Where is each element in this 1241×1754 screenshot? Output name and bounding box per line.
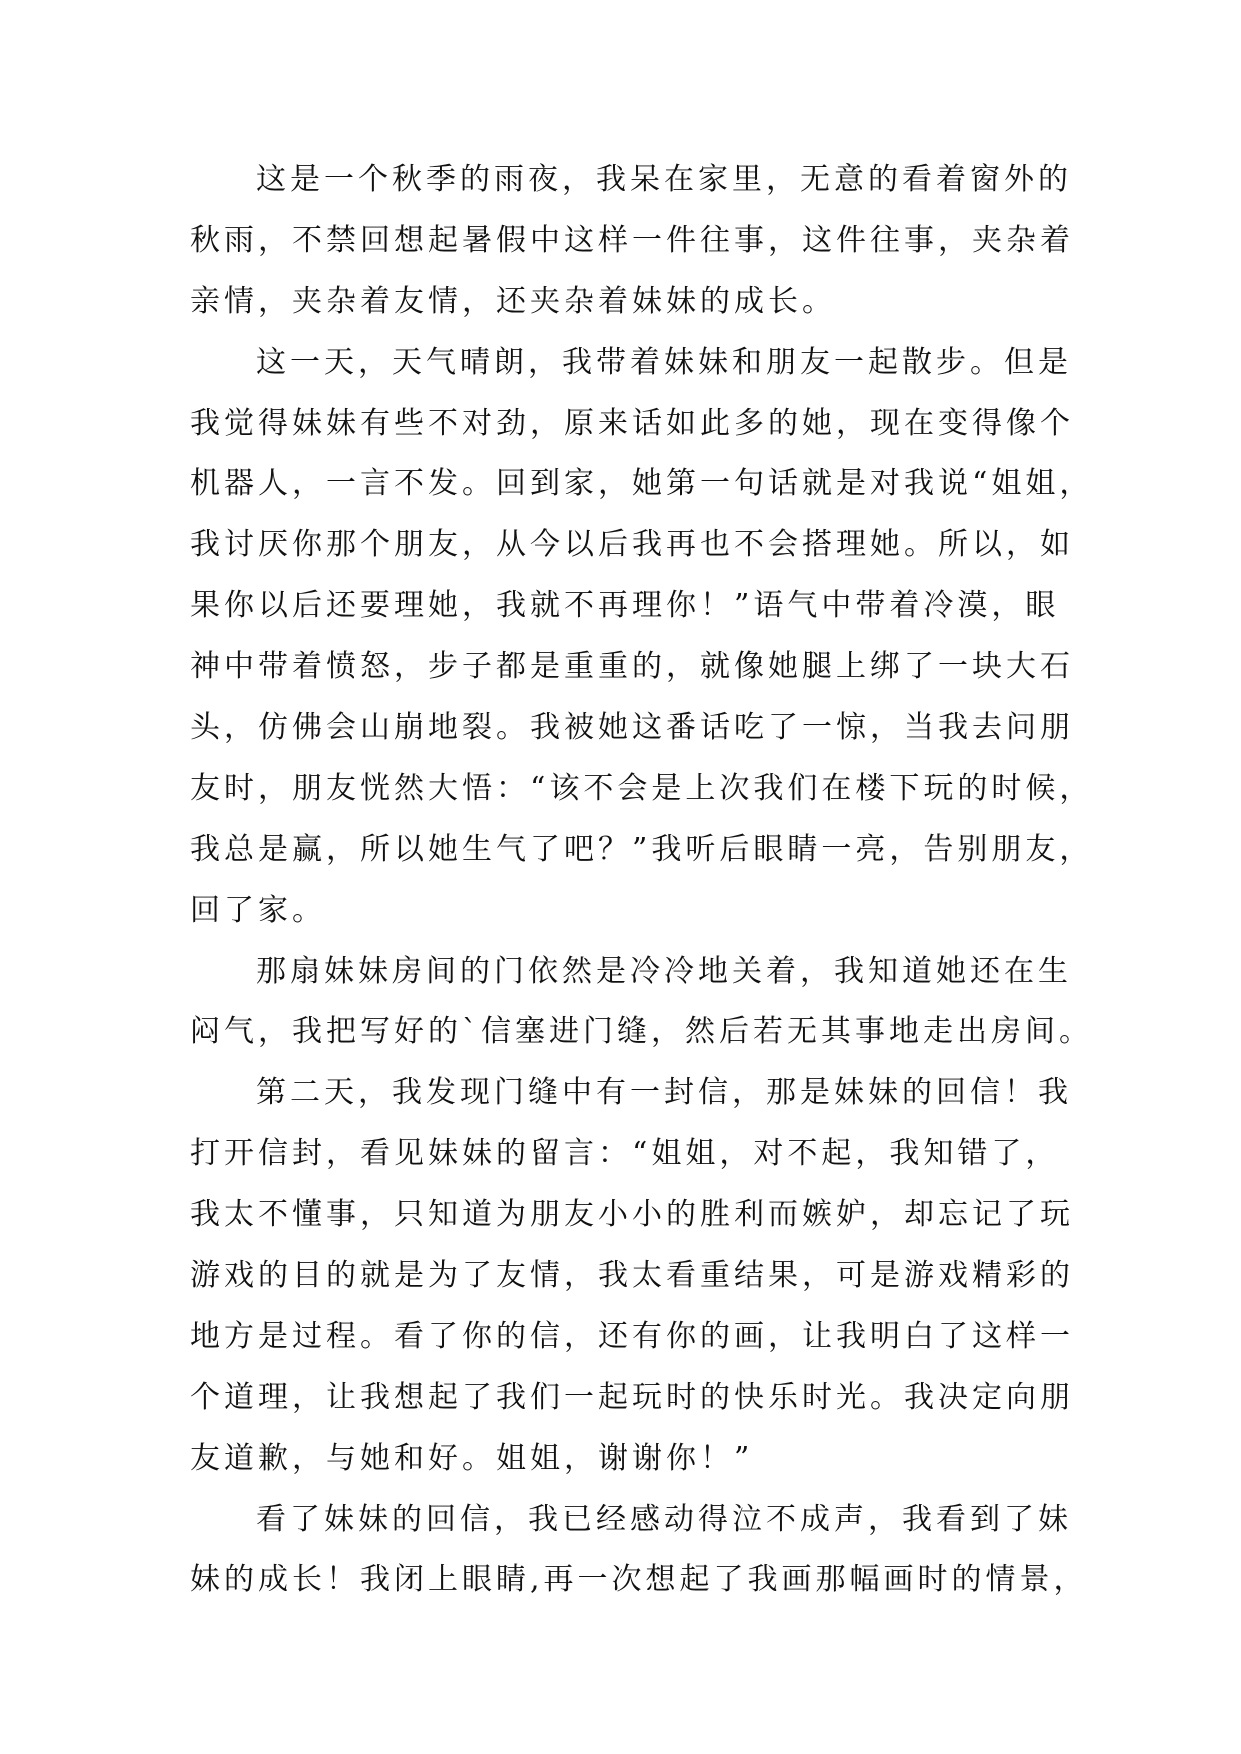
paragraph-4-line-1: 第二天，我发现门缝中有一封信，那是妹妹的回信！我 bbox=[256, 1075, 1072, 1111]
paragraph-2-line-2: 我觉得妹妹有些不对劲，原来话如此多的她，现在变得像个 bbox=[190, 405, 1074, 441]
paragraph-2-line-3: 机器人，一言不发。回到家，她第一句话就是对我说“姐姐， bbox=[190, 466, 1094, 502]
paragraph-1-line-2: 秋雨，不禁回想起暑假中这样一件往事，这件往事，夹杂着 bbox=[190, 222, 1074, 258]
paragraph-3-line-1: 那扇妹妹房间的门依然是冷冷地关着，我知道她还在生 bbox=[256, 953, 1072, 989]
paragraph-2-line-4: 我讨厌你那个朋友，从今以后我再也不会搭理她。所以，如 bbox=[190, 527, 1074, 563]
paragraph-2-line-7: 头，仿佛会山崩地裂。我被她这番话吃了一惊，当我去问朋 bbox=[190, 710, 1074, 746]
paragraph-1-line-3: 亲情，夹杂着友情，还夹杂着妹妹的成长。 bbox=[190, 283, 836, 319]
paragraph-4-line-7: 友道歉，与她和好。姐姐，谢谢你！” bbox=[190, 1440, 754, 1476]
paragraph-4-line-2: 打开信封，看见妹妹的留言：“姐姐，对不起，我知错了， bbox=[190, 1136, 1060, 1172]
paragraph-4-line-5: 地方是过程。看了你的信，还有你的画，让我明白了这样一 bbox=[190, 1318, 1074, 1354]
paragraph-4-line-4: 游戏的目的就是为了友情，我太看重结果，可是游戏精彩的 bbox=[190, 1258, 1074, 1294]
paragraph-2-line-8: 友时，朋友恍然大悟：“该不会是上次我们在楼下玩的时候， bbox=[190, 770, 1094, 806]
paragraph-2-line-1: 这一天，天气晴朗，我带着妹妹和朋友一起散步。但是 bbox=[256, 344, 1072, 380]
paragraph-2-line-9: 我总是赢，所以她生气了吧？”我听后眼睛一亮，告别朋友， bbox=[190, 831, 1094, 867]
paragraph-3-line-2: 闷气，我把写好的`信塞进门缝，然后若无其事地走出房间。 bbox=[190, 1014, 1093, 1050]
paragraph-2-line-6: 神中带着愤怒，步子都是重重的，就像她腿上绑了一块大石 bbox=[190, 649, 1074, 685]
paragraph-2-line-5: 果你以后还要理她，我就不再理你！”语气中带着冷漠，眼 bbox=[190, 588, 1060, 624]
paragraph-1-line-1: 这是一个秋季的雨夜，我呆在家里，无意的看着窗外的 bbox=[256, 162, 1072, 197]
paragraph-4-line-3: 我太不懂事，只知道为朋友小小的胜利而嫉妒，却忘记了玩 bbox=[190, 1197, 1074, 1233]
paragraph-5-line-2: 妹的成长！我闭上眼睛,再一次想起了我画那幅画时的情景， bbox=[190, 1562, 1088, 1598]
paragraph-4-line-6: 个道理，让我想起了我们一起玩时的快乐时光。我决定向朋 bbox=[190, 1379, 1074, 1415]
paragraph-5-line-1: 看了妹妹的回信，我已经感动得泣不成声，我看到了妹 bbox=[256, 1501, 1072, 1537]
essay-body bbox=[190, 150, 1094, 1611]
paragraph-2-line-10: 回了家。 bbox=[190, 892, 326, 928]
